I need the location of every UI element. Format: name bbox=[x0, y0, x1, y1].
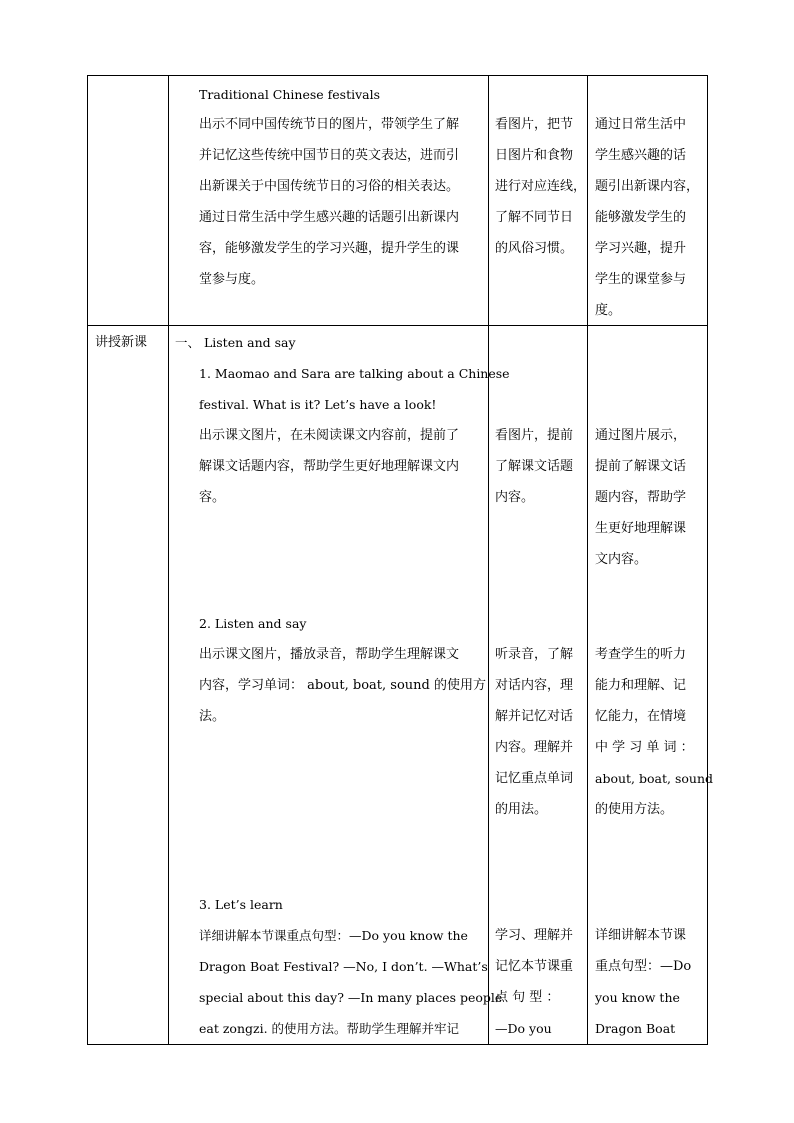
text-line: 文内容。 bbox=[595, 552, 648, 567]
text-line: 1. Maomao and Sara are talking about a Chinese bbox=[199, 366, 510, 381]
text-line: 学生的课堂参与 bbox=[595, 272, 687, 287]
text-line: 详细讲解本节课 bbox=[595, 928, 687, 943]
text-line: 通过图片展示， bbox=[595, 428, 687, 443]
text-line: 堂参与度。 bbox=[199, 272, 265, 287]
stage-cell bbox=[88, 76, 169, 326]
text-line: special about this day? —In many places people bbox=[199, 990, 503, 1005]
text-line: 容。 bbox=[199, 490, 226, 505]
text-line: 忆能力，在情境 bbox=[595, 709, 687, 724]
stage-cell bbox=[88, 326, 169, 1045]
text-line: 通过日常生活中学生感兴趣的话题引出新课内 bbox=[199, 210, 460, 225]
text-line: 日图片和食物 bbox=[495, 148, 574, 163]
text-line: 的用法。 bbox=[495, 802, 548, 817]
text-line: 题引出新课内容， bbox=[595, 179, 700, 194]
teacher-activity-cell bbox=[169, 76, 489, 326]
text-line: 了解课文话题 bbox=[495, 459, 574, 474]
section-heading: 一、 Listen and say bbox=[175, 335, 296, 350]
text-line: 点 句 型 ： bbox=[495, 990, 560, 1005]
text-line: 度。 bbox=[595, 303, 622, 318]
text-line: 提前了解课文话 bbox=[595, 459, 687, 474]
text-line: 出示不同中国传统节日的图片，带领学生了解 bbox=[199, 117, 460, 132]
subsection-title: 3. Let’s learn bbox=[199, 897, 283, 912]
text-line: 能够激发学生的 bbox=[595, 210, 687, 225]
subsection-title: 2. Listen and say bbox=[199, 616, 307, 631]
text-line: 内容。 bbox=[495, 490, 535, 505]
text-line: 对话内容，理 bbox=[495, 678, 574, 693]
text-line: 解并记忆对话 bbox=[495, 709, 574, 724]
text-line: festival. What is it? Let’s have a look! bbox=[199, 397, 437, 412]
text-line: 记忆本节课重 bbox=[495, 959, 574, 974]
section-heading: Traditional Chinese festivals bbox=[199, 87, 381, 102]
text-line: 内容。理解并 bbox=[495, 740, 574, 755]
text-line: 能力和理解、记 bbox=[595, 678, 687, 693]
text-line: 详细讲解本节课重点句型：—Do you know the bbox=[199, 928, 468, 943]
text-line: 解课文话题内容，帮助学生更好地理解课文内 bbox=[199, 459, 460, 474]
text-line: 的使用方法。 bbox=[595, 802, 674, 817]
text-line: 生更好地理解课 bbox=[595, 521, 687, 536]
text-line: Dragon Boat bbox=[595, 1021, 676, 1036]
text-line: 考查学生的听力 bbox=[595, 647, 687, 662]
text-line: 记忆重点单词 bbox=[495, 771, 574, 786]
text-line: you know the bbox=[595, 990, 680, 1005]
design-intent-cell bbox=[588, 326, 713, 1045]
text-line: eat zongzi. 的使用方法。帮助学生理解并牢记 bbox=[199, 1021, 460, 1036]
text-line: 进行对应连线， bbox=[495, 179, 587, 194]
text-line: 的风俗习惯。 bbox=[495, 241, 574, 256]
table-row bbox=[88, 76, 708, 326]
student-activity-cell bbox=[489, 326, 588, 1045]
text-line: 出新课关于中国传统节日的习俗的相关表达。 bbox=[199, 179, 460, 194]
text-line: 出示课文图片，播放录音，帮助学生理解课文 bbox=[199, 647, 460, 662]
text-line: 容，能够激发学生的学习兴趣，提升学生的课 bbox=[199, 241, 460, 256]
text-line: about, boat, sound bbox=[595, 771, 713, 786]
lesson-plan-table bbox=[87, 75, 713, 1045]
text-line: 出示课文图片，在未阅读课文内容前，提前了 bbox=[199, 428, 460, 443]
text-line: 并记忆这些传统中国节日的英文表达，进而引 bbox=[199, 148, 460, 163]
text-line: 学习兴趣，提升 bbox=[595, 241, 687, 256]
text-line: 学习、理解并 bbox=[495, 928, 574, 943]
text-line: 法。 bbox=[199, 709, 226, 724]
text-line: 内容，学习单词： about, boat, sound 的使用方 bbox=[199, 678, 486, 693]
stage-label: 讲授新课 bbox=[95, 335, 148, 350]
text-line: 看图片，提前 bbox=[495, 428, 574, 443]
text-line: 通过日常生活中 bbox=[595, 117, 687, 132]
table-row bbox=[88, 326, 708, 1045]
text-line: 中 学 习 单 词 ： bbox=[595, 740, 694, 755]
text-line: —Do you bbox=[495, 1021, 552, 1036]
text-line: 看图片，把节 bbox=[495, 117, 574, 132]
teacher-activity-cell bbox=[169, 326, 510, 1045]
text-line: 重点句型：—Do bbox=[595, 959, 692, 974]
text-line: 了解不同节日 bbox=[495, 210, 574, 225]
text-line: 学生感兴趣的话 bbox=[595, 148, 687, 163]
design-intent-cell bbox=[588, 76, 708, 326]
text-line: 题内容，帮助学 bbox=[595, 490, 687, 505]
student-activity-cell bbox=[489, 76, 588, 326]
text-line: Dragon Boat Festival? —No, I don’t. —What’s bbox=[199, 959, 488, 974]
text-line: 听录音，了解 bbox=[495, 647, 574, 662]
